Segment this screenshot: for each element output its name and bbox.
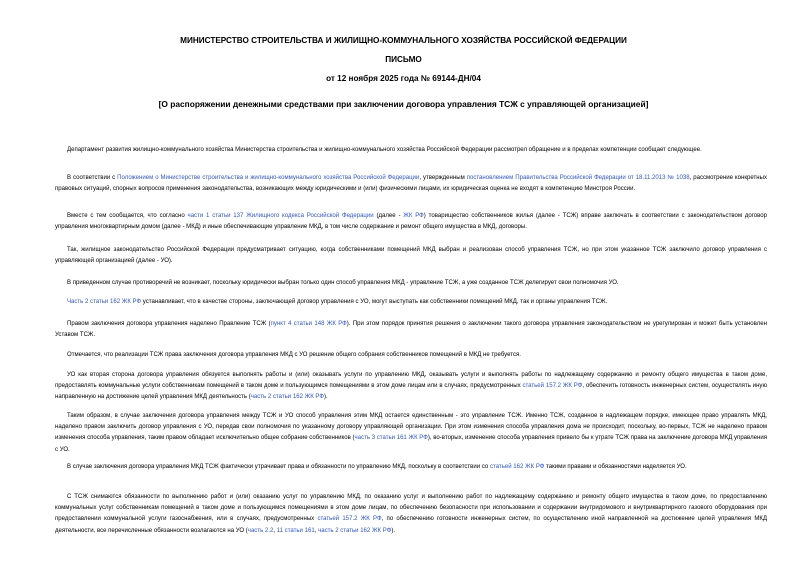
ministry-title: МИНИСТЕРСТВО СТРОИТЕЛЬСТВА И ЖИЛИЩНО-КОММУНАЛЬНОГО ХОЗЯЙСТВА РОССИЙСКОЙ ФЕДЕРАЦИИ [180,36,627,45]
link-article-161-part-11[interactable]: 11 статьи 161 [276,527,315,534]
paragraph-5 [55,278,767,289]
paragraph-10 [55,411,767,456]
link-part-2-2[interactable]: часть 2.2 [247,527,274,534]
paragraph-12 [55,492,767,537]
paragraph-text: , рассмотрение конкретных правовых ситуаций, спорных вопросов применения законодательства, возникающих между юридическими и (или) физическими лицами, их юридическая оценка не входят в компетенцию Минстроя России. [55,175,767,193]
paragraph-text: В приведенном случае противоречий не возникает, поскольку юридически выбран только один способ управления МКД - управление ТСЖ, а уже созданное ТСЖ делегирует свои полномочия УО. [67,280,619,286]
paragraph-text: ). [391,527,396,534]
link-article-162-part-2[interactable]: часть 2 статьи 162 ЖК РФ [318,527,392,534]
document-type: ПИСЬМО [385,55,422,64]
paragraph-text: В соответствии с [67,175,118,181]
link-article-137[interactable]: части 1 статьи 137 Жилищного кодекса Российской Федерации [187,213,374,219]
paragraph-7 [55,319,767,341]
paragraph-2 [55,173,767,195]
link-article-162-part-2[interactable]: часть 2 статьи 162 ЖК РФ [250,394,324,401]
paragraph-text: ). [323,394,328,401]
paragraph-text: Правом заключения договора управления наделено Правление ТСЖ ( [67,321,271,327]
document-subject: [О распоряжении денежными средствами при заключении договора управления ТСЖ с управляющей организацией] [158,99,649,109]
paragraph-11 [55,462,767,473]
paragraph-8 [55,350,767,361]
paragraph-text: , обеспечить готовность инженерных систем, осуществлять иную направленную на достижение целей управления МКД деятельность ( [55,383,767,401]
paragraph-1 [55,145,767,156]
paragraph-6 [55,297,767,308]
paragraph-text: , [273,527,277,534]
paragraph-4 [55,245,767,267]
link-government-decree[interactable]: постановлением Правительства Российской Федерации от 18.11.2013 № 1038 [466,175,690,181]
paragraph-text: Отмечается, что реализации ТСЖ права заключения договора управления МКД с УО решение общего собрания собственников помещений в МКД не требуется. [67,352,521,358]
paragraph-text: Департамент развития жилищно-коммунального хозяйства Министерства строительства и жилищно-коммунального хозяйства Российской Федерации рассмотрел обращение и в пределах компетенции сообщает следующее. [67,147,702,153]
link-housing-code[interactable]: ЖК РФ [403,213,424,219]
link-minstroy-regulation[interactable]: Положением о Министерстве строительства и жилищно-коммунального хозяйства Российской Федерации [117,175,420,181]
paragraph-text: ) товарищество собственников жилья (далее - ТСЖ) вправе заключать в соответствии с законодательством договор управления многоквартирным домом (далее - МКД) и иные обеспечивающие управление МКД, в том числе содержание и ремонт общего имущества в МКД, договоры. [55,213,767,231]
link-article-162-part-2[interactable]: Часть 2 статьи 162 ЖК РФ [67,299,142,305]
paragraph-text: такими правами и обязанностями наделяется УО. [544,464,687,470]
paragraph-text: Вместе с тем сообщается, что согласно [67,213,188,219]
paragraph-text: , [314,527,319,534]
link-article-162[interactable]: статьей 162 ЖК РФ [489,464,545,470]
document-date-number: от 12 ноября 2025 года № 69144-ДН/04 [326,74,481,83]
paragraph-text: (далее - [373,213,404,219]
paragraph-text: Таким образом, в случае заключения договора управления между ТСЖ и УО способ управления этим МКД остается единственным - это управление ТСЖ. Именно ТСЖ, созданное в надлежащем порядке, имеющее право управлять МКД, наделено правом заключить договор управления с УО, передав свои полномочия по указанному договору управляющей организации. При этом изменения способа управления дома не происходит, поскольку, во-первых, ТСЖ не наделено правом изменения способа управления, таким правом обладает исключительно общее собрание собственников ( [55,413,767,442]
paragraph-text: устанавливает, что в качестве стороны, заключающей договор управления с УО, могут выступать как собственники помещений МКД, так и органы управления ТСЖ. [141,299,608,305]
paragraph-9 [55,370,767,404]
paragraph-3 [55,211,767,233]
paragraph-text: , по обеспечению готовности инженерных систем, по осуществлению иной направленной на достижение целей управления МКД деятельности, все перечисленные обязанности возлагаются на УО ( [55,516,767,534]
link-article-157-2[interactable]: статьей 157.2 ЖК РФ [522,383,583,390]
link-article-157-2[interactable]: статьей 157.2 ЖК РФ [317,516,382,523]
paragraph-text: , утвержденным [419,175,467,181]
link-article-161-part-3[interactable]: часть 3 статьи 161 ЖК РФ [354,435,428,442]
paragraph-text: В случае заключения договора управления МКД ТСЖ фактически утрачивает права и обязанности по управлению МКД, поскольку в соответствии со [67,464,490,470]
link-article-148-item-4[interactable]: пункт 4 статьи 148 ЖК РФ [270,321,347,327]
paragraph-text: С ТСЖ снимаются обязанности по выполнению работ и (или) оказанию услуг по управлению МКД, по оказанию услуг и выполнению работ по надлежащему содержанию и ремонту общего имущества в таком доме, по предоставлению коммунальных услуг собственникам помещений в таком доме и пользующимся помещениями в этом доме лицам, по обеспечению безопасности при использовании и содержании внутридомового и внутриквартирного газового оборудования при предоставлении коммунальной услуги газоснабжения, или в случаях, предусмотренных [55,494,767,523]
paragraph-text: Так, жилищное законодательство Российской Федерации предусматривает ситуацию, когда собственниками помещений МКД выбран и реализован способ управления ТСЖ, но при этом указанное ТСЖ заключило договор управления с управляющей организацией (далее - УО). [55,247,767,265]
paragraph-text: ), во-вторых, изменение способа управления привело бы к утрате ТСЖ права на заключение договора МКД управления с УО. [55,435,767,453]
paragraph-text: ). При этом порядок принятия решения о заключении такого договора управления законодательством не урегулирован и может быть установлен Уставом ТСЖ. [55,321,767,339]
paragraph-text: УО как вторая сторона договора управления обязуется выполнять работы и (или) оказывать услуги по управлению МКД, оказывать услуги и выполнять работы по надлежащему содержанию и ремонту общего имущества в таком доме, предоставлять коммунальные услуги собственникам помещений в таком доме и пользующимся помещениями в этом доме лицам или в случаях, предусмотренных [55,372,767,390]
